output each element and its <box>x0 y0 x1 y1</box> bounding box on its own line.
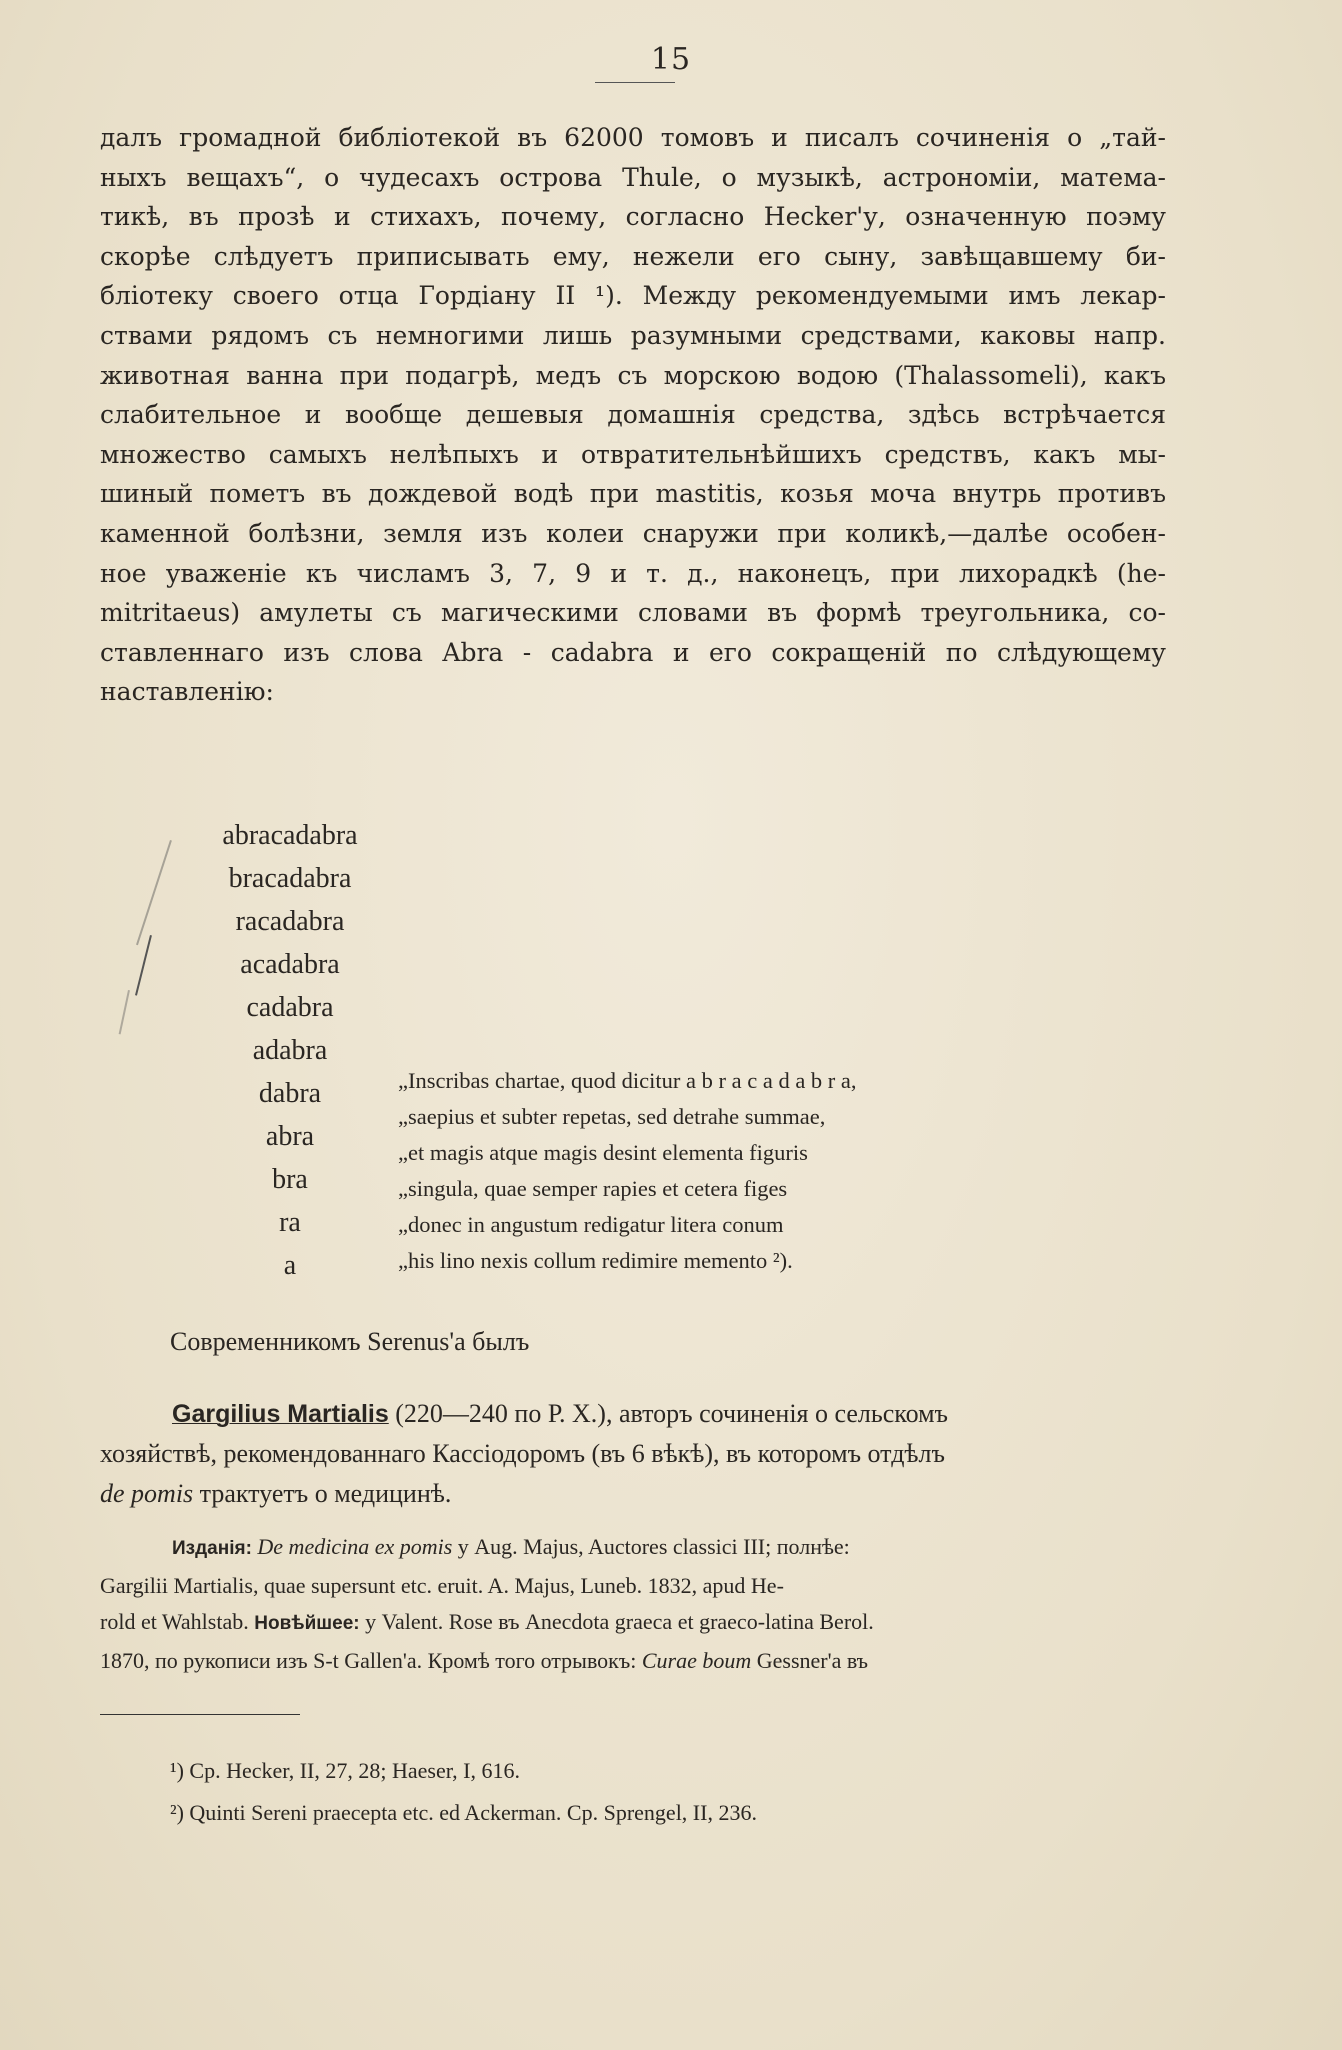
gargilius-paragraph <box>100 1394 1166 1514</box>
verse-line: „et magis atque magis desint elementa figuris <box>398 1140 808 1165</box>
paragraph-line: шиный пометъ въ дождевой водѣ при mastitis, козья моча внутрь противъ <box>100 479 1166 509</box>
editions-label: Изданія: <box>172 1538 252 1559</box>
gargilius-line3: трактуетъ о медицинѣ. <box>193 1479 452 1508</box>
footnote-rule <box>100 1714 300 1715</box>
abracadabra-line: cadabra <box>246 992 334 1023</box>
paragraph-line: бліотеку своего отца Гордіану II ¹). Между рекомендуемыми имъ лекар- <box>100 281 1166 311</box>
latin-verse <box>398 1063 1118 1279</box>
abracadabra-line: bra <box>272 1164 308 1195</box>
verse-line: „donec in angustum redigatur litera conum <box>398 1212 784 1237</box>
abracadabra-line: adabra <box>252 1035 328 1066</box>
verse-line: „singula, quae semper rapies et cetera figes <box>398 1176 788 1201</box>
gargilius-de-pomis: de pomis <box>100 1479 194 1508</box>
footnotes <box>170 1750 1170 1834</box>
gargilius-line2: хозяйствѣ, рекомендованнаго Кассіодоромъ (въ 6 вѣкѣ), въ которомъ отдѣлъ <box>100 1439 945 1468</box>
editions-line4-rest: Gessner'а въ <box>751 1647 869 1673</box>
abracadabra-line: racadabra <box>235 906 345 937</box>
curae-boum: Curae boum <box>641 1647 752 1673</box>
editions-line3-start: rold et Wahlstab. <box>100 1609 255 1634</box>
abracadabra-line: dabra <box>258 1078 322 1109</box>
abracadabra-line: abracadabra <box>222 820 358 851</box>
page-number: 15 <box>650 42 692 77</box>
editions-line3-rest: у Valent. Rose въ Anecdota graeca et graeco-latina Berol. <box>359 1609 874 1634</box>
paragraph-line: ное уваженіе къ числамъ 3, 7, 9 и т. д., наконецъ, при лихорадкѣ (he- <box>100 558 1166 588</box>
editions-line4-start: 1870, по рукописи изъ S-t Gallen'а. Кромѣ того отрывокъ: <box>100 1647 642 1673</box>
footnote-2: ²) Quinti Sereni praecepta etc. ed Ackerman. Cp. Sprengel, II, 236. <box>170 1800 757 1825</box>
abracadabra-line: ra <box>279 1207 301 1238</box>
editions-title: De medicina ex pomis <box>257 1534 453 1559</box>
editions-line2: Gargilii Martialis, quae supersunt etc. eruit. A. Majus, Luneb. 1832, apud He- <box>100 1572 784 1598</box>
contemporary-line: Современникомъ Serenus'а былъ <box>170 1327 530 1356</box>
paragraph-line: ныхъ вещахъ“, о чудесахъ острова Thule, о музыкѣ, астрономіи, матема- <box>100 162 1166 192</box>
paragraph-line: наставленію: <box>100 677 274 707</box>
gargilius-name: Gargilius Martialis <box>172 1400 389 1428</box>
pencil-mark <box>119 990 130 1034</box>
newest-label: Новѣйшее: <box>254 1613 360 1634</box>
footnote-1: ¹) Cp. Hecker, II, 27, 28; Haeser, I, 616. <box>170 1758 521 1783</box>
page-number-rule <box>595 82 675 83</box>
paragraph-line: далъ громадной библіотекой въ 62000 томовъ и писалъ сочиненія о „тай- <box>100 123 1166 152</box>
abracadabra-line: bracadabra <box>228 863 352 894</box>
verse-line: „his lino nexis collum redimire memento ²). <box>398 1248 793 1273</box>
paragraph-line: слабительное и вообще дешевыя домашнія средства, здѣсь встрѣчается <box>100 400 1166 430</box>
abracadabra-line: a <box>283 1250 297 1281</box>
abracadabra-line: acadabra <box>240 949 340 980</box>
paragraph-line: mitritaeus) амулеты съ магическими словами въ формѣ треугольника, со- <box>100 598 1166 628</box>
paragraph-line: множество самыхъ нелѣпыхъ и отвратительнѣйшихъ средствъ, какъ мы- <box>100 439 1166 469</box>
abracadabra-line: abra <box>265 1121 315 1152</box>
main-paragraph <box>100 118 1166 712</box>
paragraph-line: ставленнаго изъ слова Abra - cadabra и его сокращеній по слѣдующему <box>100 637 1166 667</box>
editions-note <box>100 1529 1166 1679</box>
gargilius-line1: (220—240 по Р. X.), авторъ сочиненія о сельскомъ <box>388 1399 948 1428</box>
paragraph-line: животная ванна при подагрѣ, медъ съ морскою водою (Thalassomeli), какъ <box>100 360 1166 390</box>
paragraph-line: скорѣе слѣдуетъ приписывать ему, нежели его сыну, завѣщавшему би- <box>100 241 1166 271</box>
verse-line: „Inscribas chartae, quod dicitur a b r a c a d a b r a, <box>398 1068 857 1093</box>
verse-line: „saepius et subter repetas, sed detrahe summae, <box>398 1104 826 1129</box>
paragraph-line: ствами рядомъ съ немногими лишь разумными средствами, каковы напр. <box>100 320 1166 350</box>
paragraph-line: каменной болѣзни, земля изъ колеи снаружи при коликѣ,—далѣе особен- <box>100 518 1166 548</box>
paragraph-line: тикѣ, въ прозѣ и стихахъ, почему, согласно Hecker'у, означенную поэму <box>100 202 1166 232</box>
editions-line1: у Aug. Majus, Auctores classici III; полнѣе: <box>452 1534 850 1559</box>
